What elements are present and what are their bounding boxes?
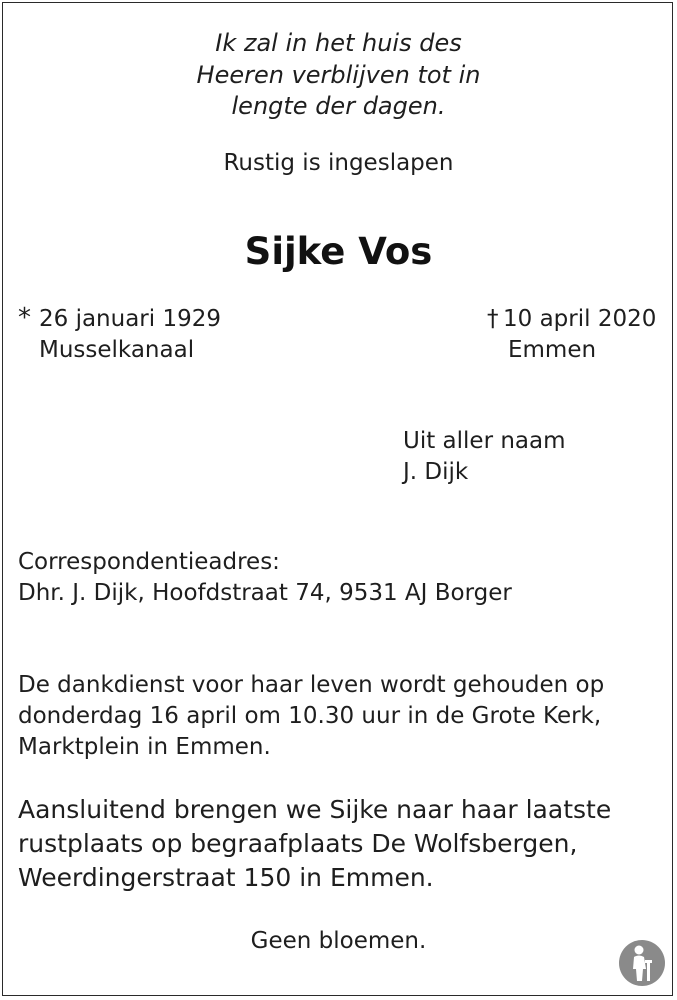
burial-line-2: rustplaats op begraafplaats De Wolfsbergen, bbox=[18, 829, 578, 858]
correspondence-label: Correspondentieadres: bbox=[18, 549, 280, 575]
verse-line-1: Ik zal in het huis des bbox=[215, 29, 462, 57]
intro-text: Rustig is ingeslapen bbox=[223, 150, 454, 176]
death-symbol: † bbox=[487, 306, 499, 332]
verse-line-2: Heeren verblijven tot in bbox=[196, 60, 481, 89]
birth-date: 26 januari 1929 bbox=[39, 306, 222, 332]
verse-line-3: lengte der dagen. bbox=[231, 92, 446, 120]
birth-symbol: * bbox=[18, 303, 31, 333]
service-line-1: De dankdienst voor haar leven wordt gehouden op bbox=[18, 672, 605, 698]
death-date: 10 april 2020 bbox=[503, 306, 657, 332]
death-place: Emmen bbox=[508, 337, 597, 363]
signature-line-2: J. Dijk bbox=[403, 459, 469, 485]
correspondence-address: Dhr. J. Dijk, Hoofdstraat 74, 9531 AJ Borger bbox=[18, 580, 512, 606]
birth-place: Musselkanaal bbox=[39, 337, 195, 363]
verse bbox=[0, 28, 677, 123]
burial-line-3: Weerdingerstraat 150 in Emmen. bbox=[18, 863, 434, 892]
no-flowers-note: Geen bloemen. bbox=[250, 928, 427, 954]
memorial-figure-icon bbox=[618, 939, 666, 987]
deceased-name: Sijke Vos bbox=[244, 230, 433, 273]
service-line-3: Marktplein in Emmen. bbox=[18, 734, 271, 760]
signature-line-1: Uit aller naam bbox=[403, 428, 566, 454]
burial-line-1: Aansluitend brengen we Sijke naar haar laatste bbox=[18, 795, 612, 824]
service-line-2: donderdag 16 april om 10.30 uur in de Grote Kerk, bbox=[18, 703, 602, 729]
